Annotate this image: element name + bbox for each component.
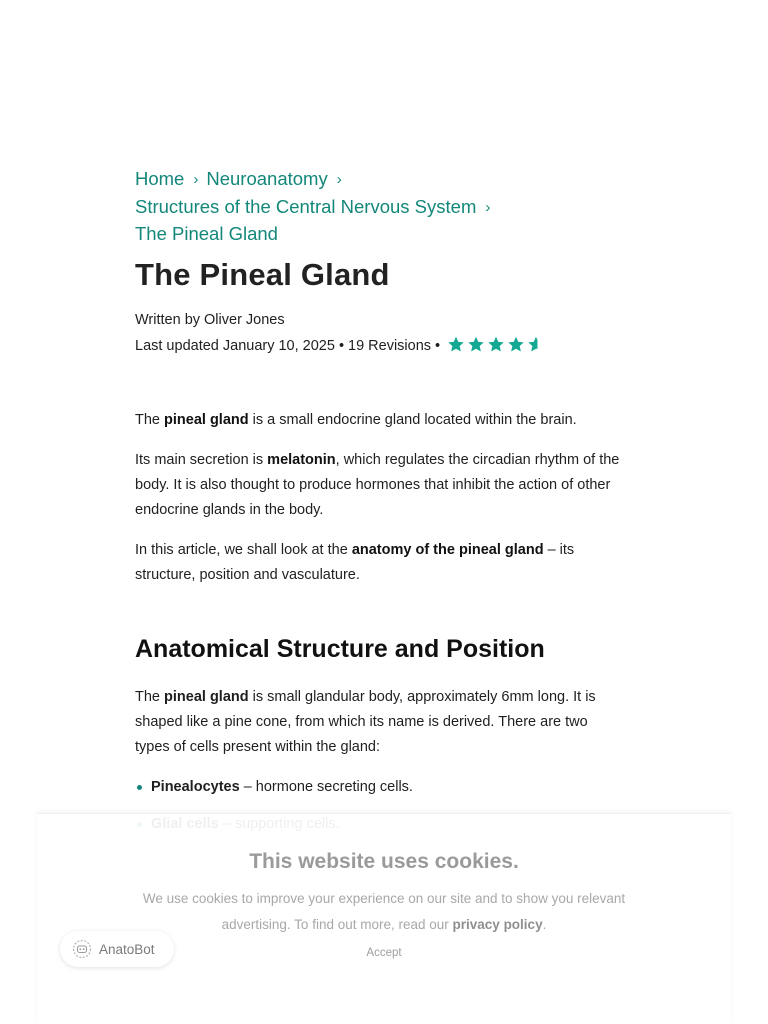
separator-dot: • [435, 337, 441, 354]
intro-paragraph: In this article, we shall look at the anatomy of the pineal gland – its structure, position and vasculature. [135, 541, 575, 583]
breadcrumb-pineal-gland[interactable]: The Pineal Gland [135, 223, 278, 244]
star-half-icon [527, 336, 545, 353]
cookie-title: This website uses cookies. [249, 850, 519, 873]
breadcrumb [135, 166, 625, 247]
separator-dot: • [338, 337, 345, 354]
anatobot-label: AnatoBot [99, 941, 155, 957]
breadcrumb-neuroanatomy[interactable]: Neuroanatomy [206, 168, 328, 189]
chevron-right-icon: › [336, 171, 342, 188]
section-paragraph: The pineal gland is small glandular body, approximately 6mm long. It is shaped like a pine cone, from which its name is derived. There are two types of cells present within the gland: [135, 688, 596, 755]
intro-paragraph: The pineal gland is a small endocrine gland located within the brain. [135, 411, 577, 428]
star-icon [487, 336, 505, 353]
article-intro [135, 408, 625, 588]
privacy-policy-link[interactable]: privacy policy [452, 917, 543, 932]
last-updated: Last updated January 10, 2025 [135, 337, 335, 354]
star-icon [467, 336, 485, 353]
update-line [135, 333, 625, 362]
breadcrumb-structures-cns[interactable]: Structures of the Central Nervous System [135, 195, 477, 217]
section-heading: Anatomical Structure and Position [135, 634, 545, 663]
article-content [135, 166, 625, 849]
breadcrumb-home[interactable]: Home [135, 168, 185, 189]
chevron-right-icon: › [485, 198, 491, 216]
list-item: Pinealocytes – hormone secreting cells. [135, 775, 625, 800]
article-meta [135, 307, 625, 362]
star-icon [447, 336, 465, 353]
revisions-link[interactable]: 19 Revisions [348, 337, 432, 354]
bot-icon [72, 939, 92, 959]
author-line: Written by Oliver Jones [135, 311, 285, 328]
chevron-right-icon: › [193, 171, 199, 188]
accept-cookies-button[interactable]: Accept [360, 946, 407, 960]
star-icon [507, 336, 525, 353]
intro-paragraph: Its main secretion is melatonin, which regulates the circadian rhythm of the body. It is also thought to produce hormones that inhibit the action of other endocrine glands in the body. [135, 451, 620, 518]
anatobot-button[interactable] [60, 931, 174, 967]
cookie-text: We use cookies to improve your experience on our site and to show you relevant advertising. To find out more, read our privacy policy. [142, 891, 626, 932]
rating-stars[interactable] [447, 336, 547, 362]
page-title: The Pineal Gland [135, 256, 390, 292]
cookie-banner [37, 813, 731, 1024]
